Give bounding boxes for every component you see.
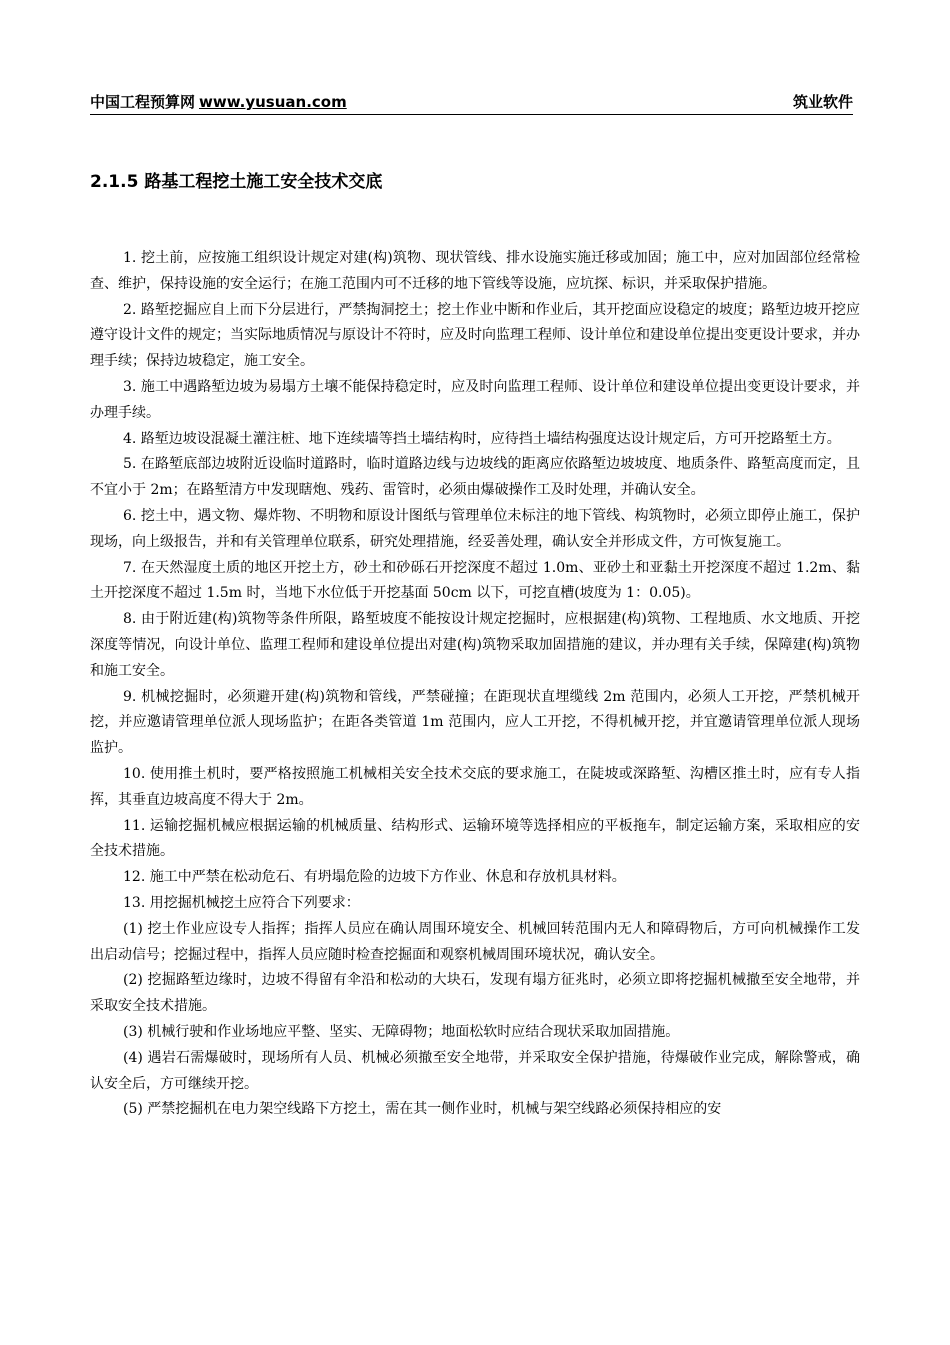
paragraph: (2) 挖掘路堑边缘时，边坡不得留有伞沿和松动的大块石，发现有塌方征兆时，必须立即将挖掘机械撤至安全地带，并采取安全技术措施。 (90, 972, 860, 1015)
section-title: 2.1.5 路基工程挖土施工安全技术交底 (90, 172, 383, 192)
header-url[interactable]: www.yusuan.com (199, 93, 347, 111)
paragraph: (4) 遇岩石需爆破时，现场所有人员、机械必须撤至安全地带，并采取安全保护措施，待爆破作业完成，解除警戒，确认安全后，方可继续开挖。 (90, 1049, 860, 1092)
paragraph: 12. 施工中严禁在松动危石、有坍塌危险的边坡下方作业、休息和存放机具材料。 (123, 869, 626, 886)
paragraph: 7. 在天然湿度土质的地区开挖土方，砂土和砂砾石开挖深度不超过 1.0m、亚砂土和亚黏土开挖深度不超过 1.2m、黏土开挖深度不超过 1.5m 时，当地下水位低于开挖基面 50cm 以下，可挖直槽(坡度为 1：0.05)。 (90, 559, 860, 602)
paragraph: 13. 用挖掘机械挖土应符合下列要求： (123, 894, 360, 911)
paragraph: 11. 运输挖掘机械应根据运输的机械质量、结构形式、运输环境等选择相应的平板拖车，制定运输方案，采取相应的安全技术措施。 (90, 817, 860, 860)
paragraph: 5. 在路堑底部边坡附近设临时道路时，临时道路边线与边坡线的距离应依路堑边坡坡度、地质条件、路堑高度而定，且不宜小于 2m；在路堑清方中发现瞎炮、残药、雷管时，必须由爆破操作工及时处理，并确认安全。 (90, 456, 860, 499)
paragraph: 1. 挖土前，应按施工组织设计规定对建(构)筑物、现状管线、排水设施实施迁移或加固；施工中，应对加固部位经常检查、维护，保持设施的安全运行；在施工范围内可不迁移的地下管线等设施，应坑探、标识，并采取保护措施。 (90, 250, 860, 292)
paragraph: 8. 由于附近建(构)筑物等条件所限，路堑坡度不能按设计规定挖掘时，应根据建(构)筑物、工程地质、水文地质、开挖深度等情况，向设计单位、监理工程师和建设单位提出对建(构)筑物采取加固措施的建议，并办理有关手续，保障建(构)筑物和施工安全。 (90, 611, 860, 679)
paragraph: 3. 施工中遇路堑边坡为易塌方土壤不能保持稳定时，应及时向监理工程师、设计单位和建设单位提出变更设计要求，并办理手续。 (90, 378, 860, 421)
paragraph: (5) 严禁挖掘机在电力架空线路下方挖土，需在其一侧作业时，机械与架空线路必须保持相应的安 (123, 1101, 722, 1118)
paragraph: 4. 路堑边坡设混凝土灌注桩、地下连续墙等挡土墙结构时，应待挡土墙结构强度达设计规定后，方可开挖路堑土方。 (123, 430, 841, 447)
document-body (90, 246, 860, 1123)
paragraph: 6. 挖土中，遇文物、爆炸物、不明物和原设计图纸与管理单位未标注的地下管线、构筑物时，必须立即停止施工，保护现场，向上级报告，并和有关管理单位联系，研究处理措施，经妥善处理，确认安全并形成文件，方可恢复施工。 (90, 507, 860, 550)
paragraph: 9. 机械挖掘时，必须避开建(构)筑物和管线，严禁碰撞；在距现状直埋缆线 2m 范围内，必须人工开挖，严禁机械开挖，并应邀请管理单位派人现场监护；在距各类管道 1m 范围内，应人工开挖，不得机械开挖，并宜邀请管理单位派人现场监护。 (90, 688, 860, 757)
paragraph: (3) 机械行驶和作业场地应平整、坚实、无障碍物；地面松软时应结合现状采取加固措施。 (123, 1023, 680, 1040)
header-site-name: 中国工程预算网 (90, 93, 196, 111)
paragraph: 10. 使用推土机时，要严格按照施工机械相关安全技术交底的要求施工，在陡坡或深路堑、沟槽区推土时，应有专人指挥，其垂直边坡高度不得大于 2m。 (90, 765, 860, 808)
paragraph: (1) 挖土作业应设专人指挥；指挥人员应在确认周围环境安全、机械回转范围内无人和障碍物后，方可向机械操作工发出启动信号；挖掘过程中，指挥人员应随时检查挖掘面和观察机械周围环境状况，确认安全。 (90, 920, 860, 963)
page-header (90, 92, 853, 115)
header-site (90, 92, 347, 112)
paragraph: 2. 路堑挖掘应自上而下分层进行，严禁掏洞挖土；挖土作业中断和作业后，其开挖面应设稳定的坡度；路堑边坡开挖应遵守设计文件的规定；当实际地质情况与原设计不符时，应及时向监理工程师、设计单位和建设单位提出变更设计要求，并办理手续；保持边坡稳定，施工安全。 (90, 301, 860, 370)
header-brand: 筑业软件 (792, 93, 853, 111)
